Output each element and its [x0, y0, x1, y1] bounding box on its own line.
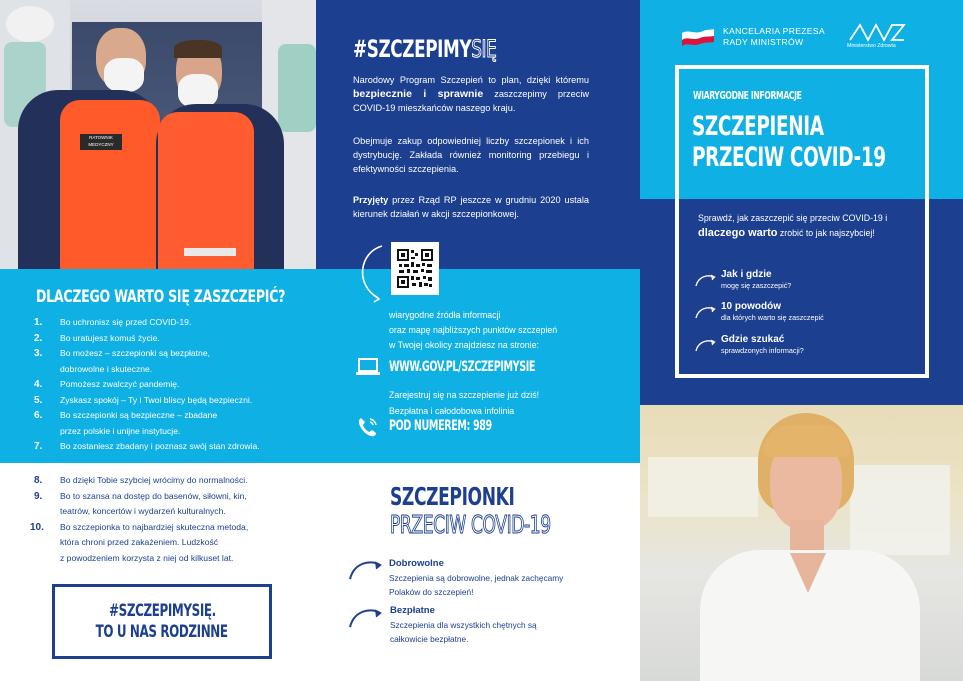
reasons-continued-panel — [0, 463, 320, 681]
cover-intro: Sprawdź, jak zaszczepić się przeciw COVID-19 i dlaczego warto zrobić to jak najszybciej! — [698, 213, 888, 239]
curved-arrow-icon — [695, 273, 717, 287]
topic-10-reasons[interactable]: 10 powodów dla których warto się zaszczepić — [721, 301, 824, 322]
hashtag-heading: #SZCZEPIMYSIĘ — [353, 35, 497, 63]
program-panel — [320, 0, 640, 269]
reasons-list — [0, 315, 320, 455]
reason-item-cont: przez polskie i unijne instytucje. — [60, 425, 181, 436]
reason-item-cont: dobrowolne i skuteczne. — [60, 363, 153, 374]
ministry-of-health-logo-icon — [848, 22, 906, 42]
topic-where-to-look[interactable]: Gdzie szukać sprawdzonych informacji? — [721, 334, 804, 355]
ratownik-badge: RATOWNIK MEDYCZNY — [80, 134, 122, 150]
program-paragraph-1: Narodowy Program Szczepień to plan, dzięki któremu bezpiecznie i sprawnie zaszczepimy przeciw COVID-19 mieszkańców naszego kraju. — [353, 75, 589, 113]
laptop-icon — [355, 358, 381, 376]
reasons-panel — [0, 269, 320, 463]
curved-arrow-icon — [348, 557, 384, 581]
curved-arrow-icon — [695, 338, 717, 352]
reason-item: 2. Bo uratujesz komuś życie. — [34, 332, 160, 344]
topic-how-where[interactable]: Jak i gdzie mogę się zaszczepić? — [721, 269, 792, 290]
cover-title-line-1: SZCZEPIENIA — [692, 111, 824, 142]
slogan-line-2: TO U NAS RODZINNE — [95, 621, 229, 642]
reasons-title: DLACZEGO WARTO SIĘ ZASZCZEPIĆ? — [36, 287, 286, 307]
kicker-text: WIARYGODNE INFORMACJE — [693, 89, 802, 102]
reason-item-cont: która chroni przed zakażeniem. Ludzkość — [60, 537, 219, 547]
vaccines-subtitle: PRZECIW COVID-19 — [390, 510, 551, 539]
curved-arrow-icon — [348, 605, 384, 629]
reason-item: 6. Bo szczepionki są bezpieczne – zbadane — [34, 410, 218, 421]
qr-code[interactable] — [391, 242, 439, 295]
vaccine-point-voluntary: Dobrowolne Szczepienia są dobrowolne, jednak zachęcamy Polaków do szczepień! — [389, 558, 564, 597]
vaccines-title: SZCZEPIONKI — [390, 482, 515, 511]
paramedics-photo — [0, 0, 316, 269]
program-paragraph-3: Przyjęty przez Rząd RP jeszcze w grudniu 2020 ustala kierunek działań w akcji szczepionkowej. — [353, 195, 589, 219]
reason-item: 8. Bo dzięki Tobie szybciej wrócimy do normalności. — [34, 475, 248, 486]
reason-item-cont: teatrów, koncertów i wydarzeń kulturalnych. — [60, 506, 226, 516]
reasons-list-continued — [0, 473, 320, 566]
cover-title-line-2: PRZECIW COVID-19 — [692, 142, 886, 173]
vaccines-panel — [320, 463, 640, 681]
reason-item: 7. Bo zostaniesz zbadany i poznasz swój stan zdrowia. — [34, 441, 260, 452]
register-text: Zarejestruj się na szczepienie już dziś! Bezpłatna i całodobowa infolinia — [389, 390, 540, 416]
phone-icon — [357, 416, 379, 438]
kprm-logo-text: KANCELARIA PREZESA RADY MINISTRÓW — [723, 26, 825, 47]
reason-item: 5. Zyskasz spokój – Ty i Twoi bliscy będą bezpieczni. — [34, 394, 253, 406]
nurse-photo — [640, 405, 963, 681]
curved-arrow-down-icon — [352, 244, 392, 304]
curved-arrow-icon — [695, 305, 717, 319]
website-link[interactable]: WWW.GOV.PL/SZCZEPIMYSIE — [389, 359, 536, 375]
reason-item: 3. Bo możesz – szczepionki są bezpłatne, — [34, 348, 210, 359]
qr-code-icon — [391, 242, 439, 295]
slogan-box — [52, 584, 272, 659]
reason-item: 1. Bo uchronisz się przed COVID-19. — [34, 317, 192, 328]
reason-item: 9. Bo to szansa na dostęp do basenów, siłowni, kin, — [34, 490, 247, 502]
ministry-caption: Ministerstwo Zdrowia — [847, 43, 896, 49]
slogan-line-1: #SZCZEPIMYSIĘ. — [108, 600, 216, 621]
vaccine-point-free: Bezpłatne Szczepienia dla wszystkich chętnych są całkowicie bezpłatne. — [390, 605, 537, 644]
info-text: wiarygodne źródła informacji oraz mapę najbliższych punktów szczepień w Twojej okolicy znajdziesz na stronie: — [389, 310, 558, 350]
polish-flag-icon — [681, 27, 715, 47]
program-paragraph-2: Obejmuje zakup odpowiedniej liczby szczepionek i ich dystrybucję. Zakłada również monitoring przebiegu i efektywności szczepienia. — [353, 136, 589, 174]
hotline-number[interactable]: POD NUMEREM: 989 — [389, 418, 492, 434]
reason-item: 10. Bo szczepionka to najbardziej skuteczna metoda, — [30, 521, 249, 533]
reason-item-cont: z powodzeniem korzysta z niej od kilkuset lat. — [60, 552, 234, 563]
reason-item: 4. Pomożesz zwalczyć pandemię. — [34, 379, 180, 390]
